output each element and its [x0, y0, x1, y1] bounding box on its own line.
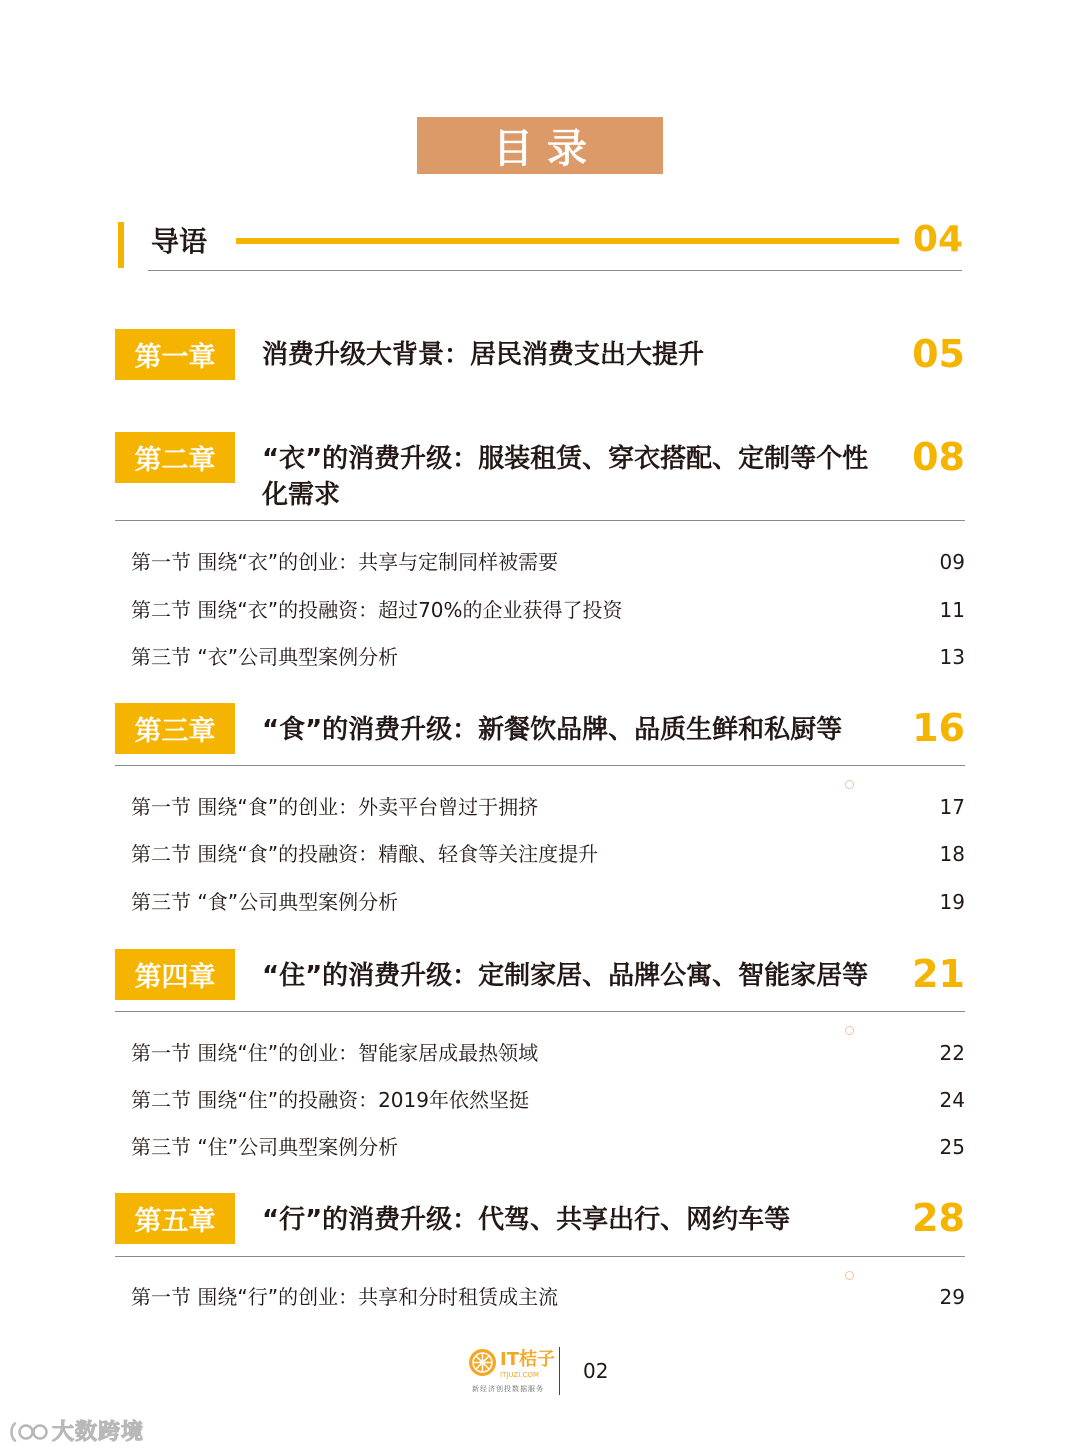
section-title: 第一节 围绕“住”的创业：智能家居成最热领域	[131, 1041, 539, 1065]
section-page-number: 24	[939, 1088, 965, 1112]
chapter-title: “行”的消费升级：代驾、共享出行、网约车等	[262, 1205, 791, 1235]
section-page-number: 29	[939, 1285, 965, 1309]
intro-leader-line	[236, 238, 899, 244]
section-title: 第一节 围绕“行”的创业：共享和分时租赁成主流	[131, 1285, 559, 1309]
chapter-title: “食”的消费升级：新餐饮品牌、品质生鲜和私厨等	[262, 715, 843, 745]
chapter-title: 消费升级大背景：居民消费支出大提升	[262, 340, 705, 370]
section-page-number: 17	[939, 795, 965, 819]
logo-url: ITJUZI.COM	[500, 1371, 539, 1379]
section-page-number: 25	[939, 1135, 965, 1159]
logo-slogan: 新经济创投数据服务	[472, 1385, 544, 1393]
chapter-page-number: 05	[912, 332, 965, 376]
chapter-divider	[115, 1011, 965, 1012]
chapter-page-number: 08	[912, 435, 965, 479]
intro-label: 导语	[151, 225, 208, 258]
footer-page-number: 02	[583, 1359, 609, 1383]
chapter-badge: 第一章	[115, 329, 235, 380]
decor-circle-icon	[845, 1026, 854, 1035]
section-title: 第三节 “住”公司典型案例分析	[131, 1135, 399, 1159]
intro-divider	[148, 270, 962, 271]
chapter-badge: 第二章	[115, 432, 235, 483]
section-title: 第一节 围绕“食”的创业：外卖平台曾过于拥挤	[131, 795, 539, 819]
intro-page-number: 04	[912, 219, 963, 260]
chapter-page-number: 28	[912, 1196, 965, 1240]
chapter-divider	[115, 765, 965, 766]
section-page-number: 18	[939, 842, 965, 866]
chapter-badge: 第四章	[115, 949, 235, 1000]
watermark-logo-icon	[8, 1419, 50, 1445]
chapter-page-number: 21	[912, 952, 965, 996]
chapter-title: “住”的消费升级：定制家居、品牌公寓、智能家居等	[262, 961, 869, 991]
section-page-number: 09	[939, 550, 965, 574]
section-title: 第一节 围绕“衣”的创业：共享与定制同样被需要	[131, 550, 559, 574]
section-title: 第三节 “食”公司典型案例分析	[131, 890, 399, 914]
section-page-number: 11	[939, 598, 965, 622]
section-title: 第二节 围绕“衣”的投融资：超过70%的企业获得了投资	[131, 598, 623, 622]
section-title: 第三节 “衣”公司典型案例分析	[131, 645, 399, 669]
chapter-title: “衣”的消费升级：服装租赁、穿衣搭配、定制等个性化需求	[262, 444, 869, 510]
orange-logo-icon	[469, 1349, 496, 1376]
page-title-box	[417, 117, 663, 174]
chapter-badge: 第五章	[115, 1193, 235, 1244]
section-page-number: 22	[939, 1041, 965, 1065]
footer-separator	[559, 1347, 560, 1395]
section-title: 第二节 围绕“食”的投融资：精酿、轻食等关注度提升	[131, 842, 599, 866]
logo-name: IT桔子	[500, 1349, 555, 1370]
chapter-page-number: 16	[912, 706, 965, 750]
section-page-number: 19	[939, 890, 965, 914]
section-title: 第二节 围绕“住”的投融资：2019年依然坚挺	[131, 1088, 529, 1112]
intro-accent-bar	[118, 222, 124, 268]
section-page-number: 13	[939, 645, 965, 669]
decor-circle-icon	[845, 780, 854, 789]
chapter-divider	[115, 1256, 965, 1257]
page-title: 目录	[493, 126, 601, 172]
chapter-divider	[115, 520, 965, 521]
watermark-text: 大数跨境	[52, 1420, 145, 1445]
chapter-badge: 第三章	[115, 703, 235, 754]
decor-circle-icon	[845, 1271, 854, 1280]
